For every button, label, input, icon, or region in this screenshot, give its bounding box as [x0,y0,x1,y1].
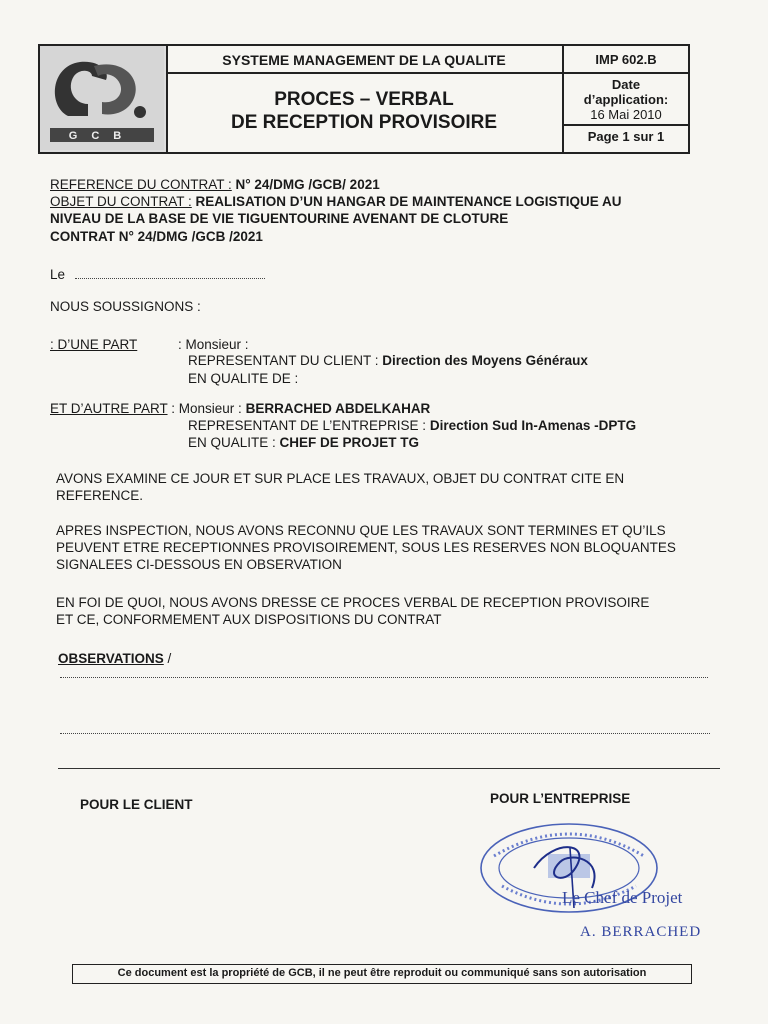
party2-representative [188,417,636,434]
party1-rep-value: Direction des Moyens Généraux [378,353,588,368]
observations-slash: / [163,651,172,666]
company-stamp [474,818,664,934]
sign-client-label: POUR LE CLIENT [80,797,193,812]
separator-line [58,768,720,769]
date-blank [75,268,265,279]
paragraph-line: SIGNALEES CI-DESSOUS EN OBSERVATION [56,557,342,572]
party2-line [50,400,430,417]
le-label: Le [50,267,66,282]
stamp-name: A. BERRACHED [580,924,702,940]
party1-monsieur: : Monsieur : [178,337,249,352]
document-title-line2: DE RECEPTION PROVISOIRE [230,112,498,133]
party2-qualite-value: CHEF DE PROJET TG [275,435,420,450]
party1-rep-label: REPRESENTANT DU CLIENT : [188,353,379,368]
document-code: IMP 602.B [564,46,688,74]
header-table [38,44,690,154]
paragraph-line: AVONS EXAMINE CE JOUR ET SUR PLACE LES TRAVAUX, OBJET DU CONTRAT CITE EN [56,471,625,486]
contract-object [50,193,622,210]
object-value-1: REALISATION D’UN HANGAR DE MAINTENANCE LOGISTIQUE AU [191,194,622,209]
party2-label: ET D’AUTRE PART [50,401,168,416]
party2-qualite [188,434,419,451]
paragraph-line: APRES INSPECTION, NOUS AVONS RECONNU QUE LES TRAVAUX SONT TERMINES ET QU’ILS [56,523,666,538]
party2-monsieur: : Monsieur : [167,401,242,416]
footer-notice: Ce document est la propriété de GCB, il ne peut être reproduit ou communiqué sans son autorisation [72,964,692,984]
system-title: SYSTEME MANAGEMENT DE LA QUALITE [166,46,564,74]
paragraph-inspection [56,522,676,573]
date-value: 16 Mai 2010 [590,107,662,122]
party2-rep-value: Direction Sud In-Amenas -DPTG [426,418,637,433]
party1-qualite: EN QUALITE DE : [188,371,299,386]
paragraph-line: PEUVENT ETRE RECEPTIONNES PROVISOIREMENT, SOUS LES RESERVES NON BLOQUANTES [56,540,676,555]
logo-text: GCB [68,130,136,142]
sign-company-label: POUR L’ENTREPRISE [490,791,631,806]
page-number: Page 1 sur 1 [587,129,665,144]
company-logo [40,46,168,152]
application-date [564,74,688,126]
paragraph-line: ET CE, CONFORMEMENT AUX DISPOSITIONS DU CONTRAT [56,612,442,627]
paragraph-foi [56,594,649,628]
party1-label [50,336,137,353]
paragraph-line: REFERENCE. [56,488,144,503]
observations-heading [58,650,171,667]
observations-label: OBSERVATIONS [58,651,164,666]
date-label-1: Date [611,77,641,92]
paragraph-examine [56,470,624,504]
party2-name: BERRACHED ABDELKAHAR [241,401,431,416]
object-value-2: NIVEAU DE LA BASE DE VIE TIGUENTOURINE AVENANT DE CLOTURE [50,211,509,226]
undersigned-label: NOUS SOUSSIGNONS : [50,299,201,314]
party1-label-text: : D’UNE PART [50,337,138,352]
contract-reference [50,176,380,193]
paragraph-line: EN FOI DE QUOI, NOUS AVONS DRESSE CE PROCES VERBAL DE RECEPTION PROVISOIRE [56,595,650,610]
party2-qualite-label: EN QUALITE : [188,435,276,450]
reference-label: REFERENCE DU CONTRAT : [50,177,232,192]
date-line [50,266,265,283]
party2-rep-label: REPRESENTANT DE L’ENTREPRISE : [188,418,427,433]
party1-representative [188,352,588,369]
stamp-title: Le Chef de Projet [562,888,683,907]
document-title [166,74,564,152]
reference-value: N° 24/DMG /GCB/ 2021 [231,177,380,192]
observation-line-1 [60,676,708,678]
object-label: OBJET DU CONTRAT : [50,194,192,209]
document-title-line1: PROCES – VERBAL [274,89,454,110]
object-value-3: CONTRAT N° 24/DMG /GCB /2021 [50,229,263,244]
observation-line-2 [60,732,710,734]
date-label-2: d’application: [583,92,669,107]
